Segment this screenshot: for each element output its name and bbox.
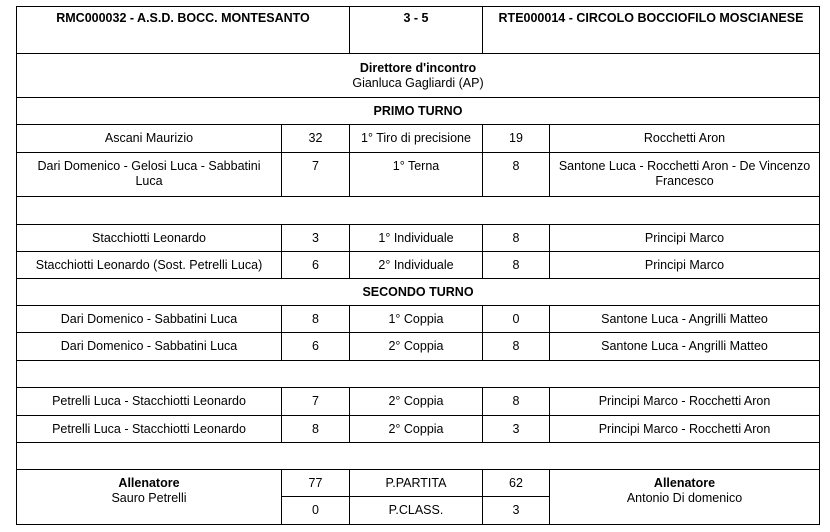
away-score: 8: [483, 388, 550, 416]
class-label: P.CLASS.: [350, 497, 483, 524]
away-coach-name: Antonio Di domenico: [626, 491, 743, 505]
away-players: Santone Luca - Angrilli Matteo: [550, 306, 819, 333]
away-coach-block: [550, 470, 819, 524]
home-score: 7: [282, 153, 350, 197]
home-coach-name: Sauro Petrelli: [111, 491, 187, 505]
home-players: Petrelli Luca - Stacchiotti Leonardo: [17, 416, 282, 443]
home-players: Petrelli Luca - Stacchiotti Leonardo: [17, 388, 282, 416]
home-score: 8: [282, 416, 350, 443]
home-players: Dari Domenico - Sabbatini Luca: [17, 333, 282, 361]
away-class-points: 3: [483, 497, 550, 524]
away-team-title: RTE000014 - CIRCOLO BOCCIOFILO MOSCIANESE: [483, 7, 819, 54]
away-score: 8: [483, 225, 550, 252]
home-score: 8: [282, 306, 350, 333]
director-label: Direttore d'incontro: [359, 60, 477, 75]
spacer-row: [17, 361, 819, 388]
home-players: Stacchiotti Leonardo (Sost. Petrelli Luca): [17, 252, 282, 279]
home-players: Dari Domenico - Sabbatini Luca: [17, 306, 282, 333]
game-type: 1° Individuale: [350, 225, 483, 252]
home-partita-points: 77: [282, 470, 350, 497]
match-score: 3 - 5: [350, 7, 483, 54]
home-score: 32: [282, 125, 350, 153]
home-score: 7: [282, 388, 350, 416]
partita-label: P.PARTITA: [350, 470, 483, 497]
game-type: 2° Coppia: [350, 388, 483, 416]
home-players: Stacchiotti Leonardo: [17, 225, 282, 252]
second-turn-heading: SECONDO TURNO: [17, 279, 819, 306]
game-type: 2° Individuale: [350, 252, 483, 279]
game-type: 1° Tiro di precisione: [350, 125, 483, 153]
away-players: Principi Marco: [550, 252, 819, 279]
away-players: Principi Marco: [550, 225, 819, 252]
game-type: 1° Coppia: [350, 306, 483, 333]
game-type: 2° Coppia: [350, 333, 483, 361]
away-score: 8: [483, 153, 550, 197]
away-score: 19: [483, 125, 550, 153]
home-players: Dari Domenico - Gelosi Luca - Sabbatini Luca: [17, 153, 282, 197]
away-score: 0: [483, 306, 550, 333]
game-type: 1° Terna: [350, 153, 483, 197]
away-score: 8: [483, 252, 550, 279]
home-class-points: 0: [282, 497, 350, 524]
home-players: Ascani Maurizio: [17, 125, 282, 153]
director-name: Gianluca Gagliardi (AP): [352, 75, 484, 90]
away-players: Principi Marco - Rocchetti Aron: [550, 416, 819, 443]
first-turn-heading: PRIMO TURNO: [17, 98, 819, 125]
away-partita-points: 62: [483, 470, 550, 497]
spacer-row: [17, 197, 819, 225]
away-coach-label: Allenatore: [653, 476, 716, 490]
away-players: Santone Luca - Angrilli Matteo: [550, 333, 819, 361]
home-coach-block: [17, 470, 282, 524]
home-team-title: RMC000032 - A.S.D. BOCC. MONTESANTO: [17, 7, 350, 54]
away-score: 3: [483, 416, 550, 443]
home-coach-label: Allenatore: [118, 476, 180, 490]
away-players: Santone Luca - Rocchetti Aron - De Vincenzo Francesco: [550, 153, 819, 197]
match-report-sheet: [16, 6, 820, 525]
away-players: Principi Marco - Rocchetti Aron: [550, 388, 819, 416]
director-block: [17, 54, 819, 98]
home-score: 3: [282, 225, 350, 252]
away-players: Rocchetti Aron: [550, 125, 819, 153]
game-type: 2° Coppia: [350, 416, 483, 443]
home-score: 6: [282, 252, 350, 279]
home-score: 6: [282, 333, 350, 361]
away-score: 8: [483, 333, 550, 361]
spacer-row: [17, 443, 819, 470]
